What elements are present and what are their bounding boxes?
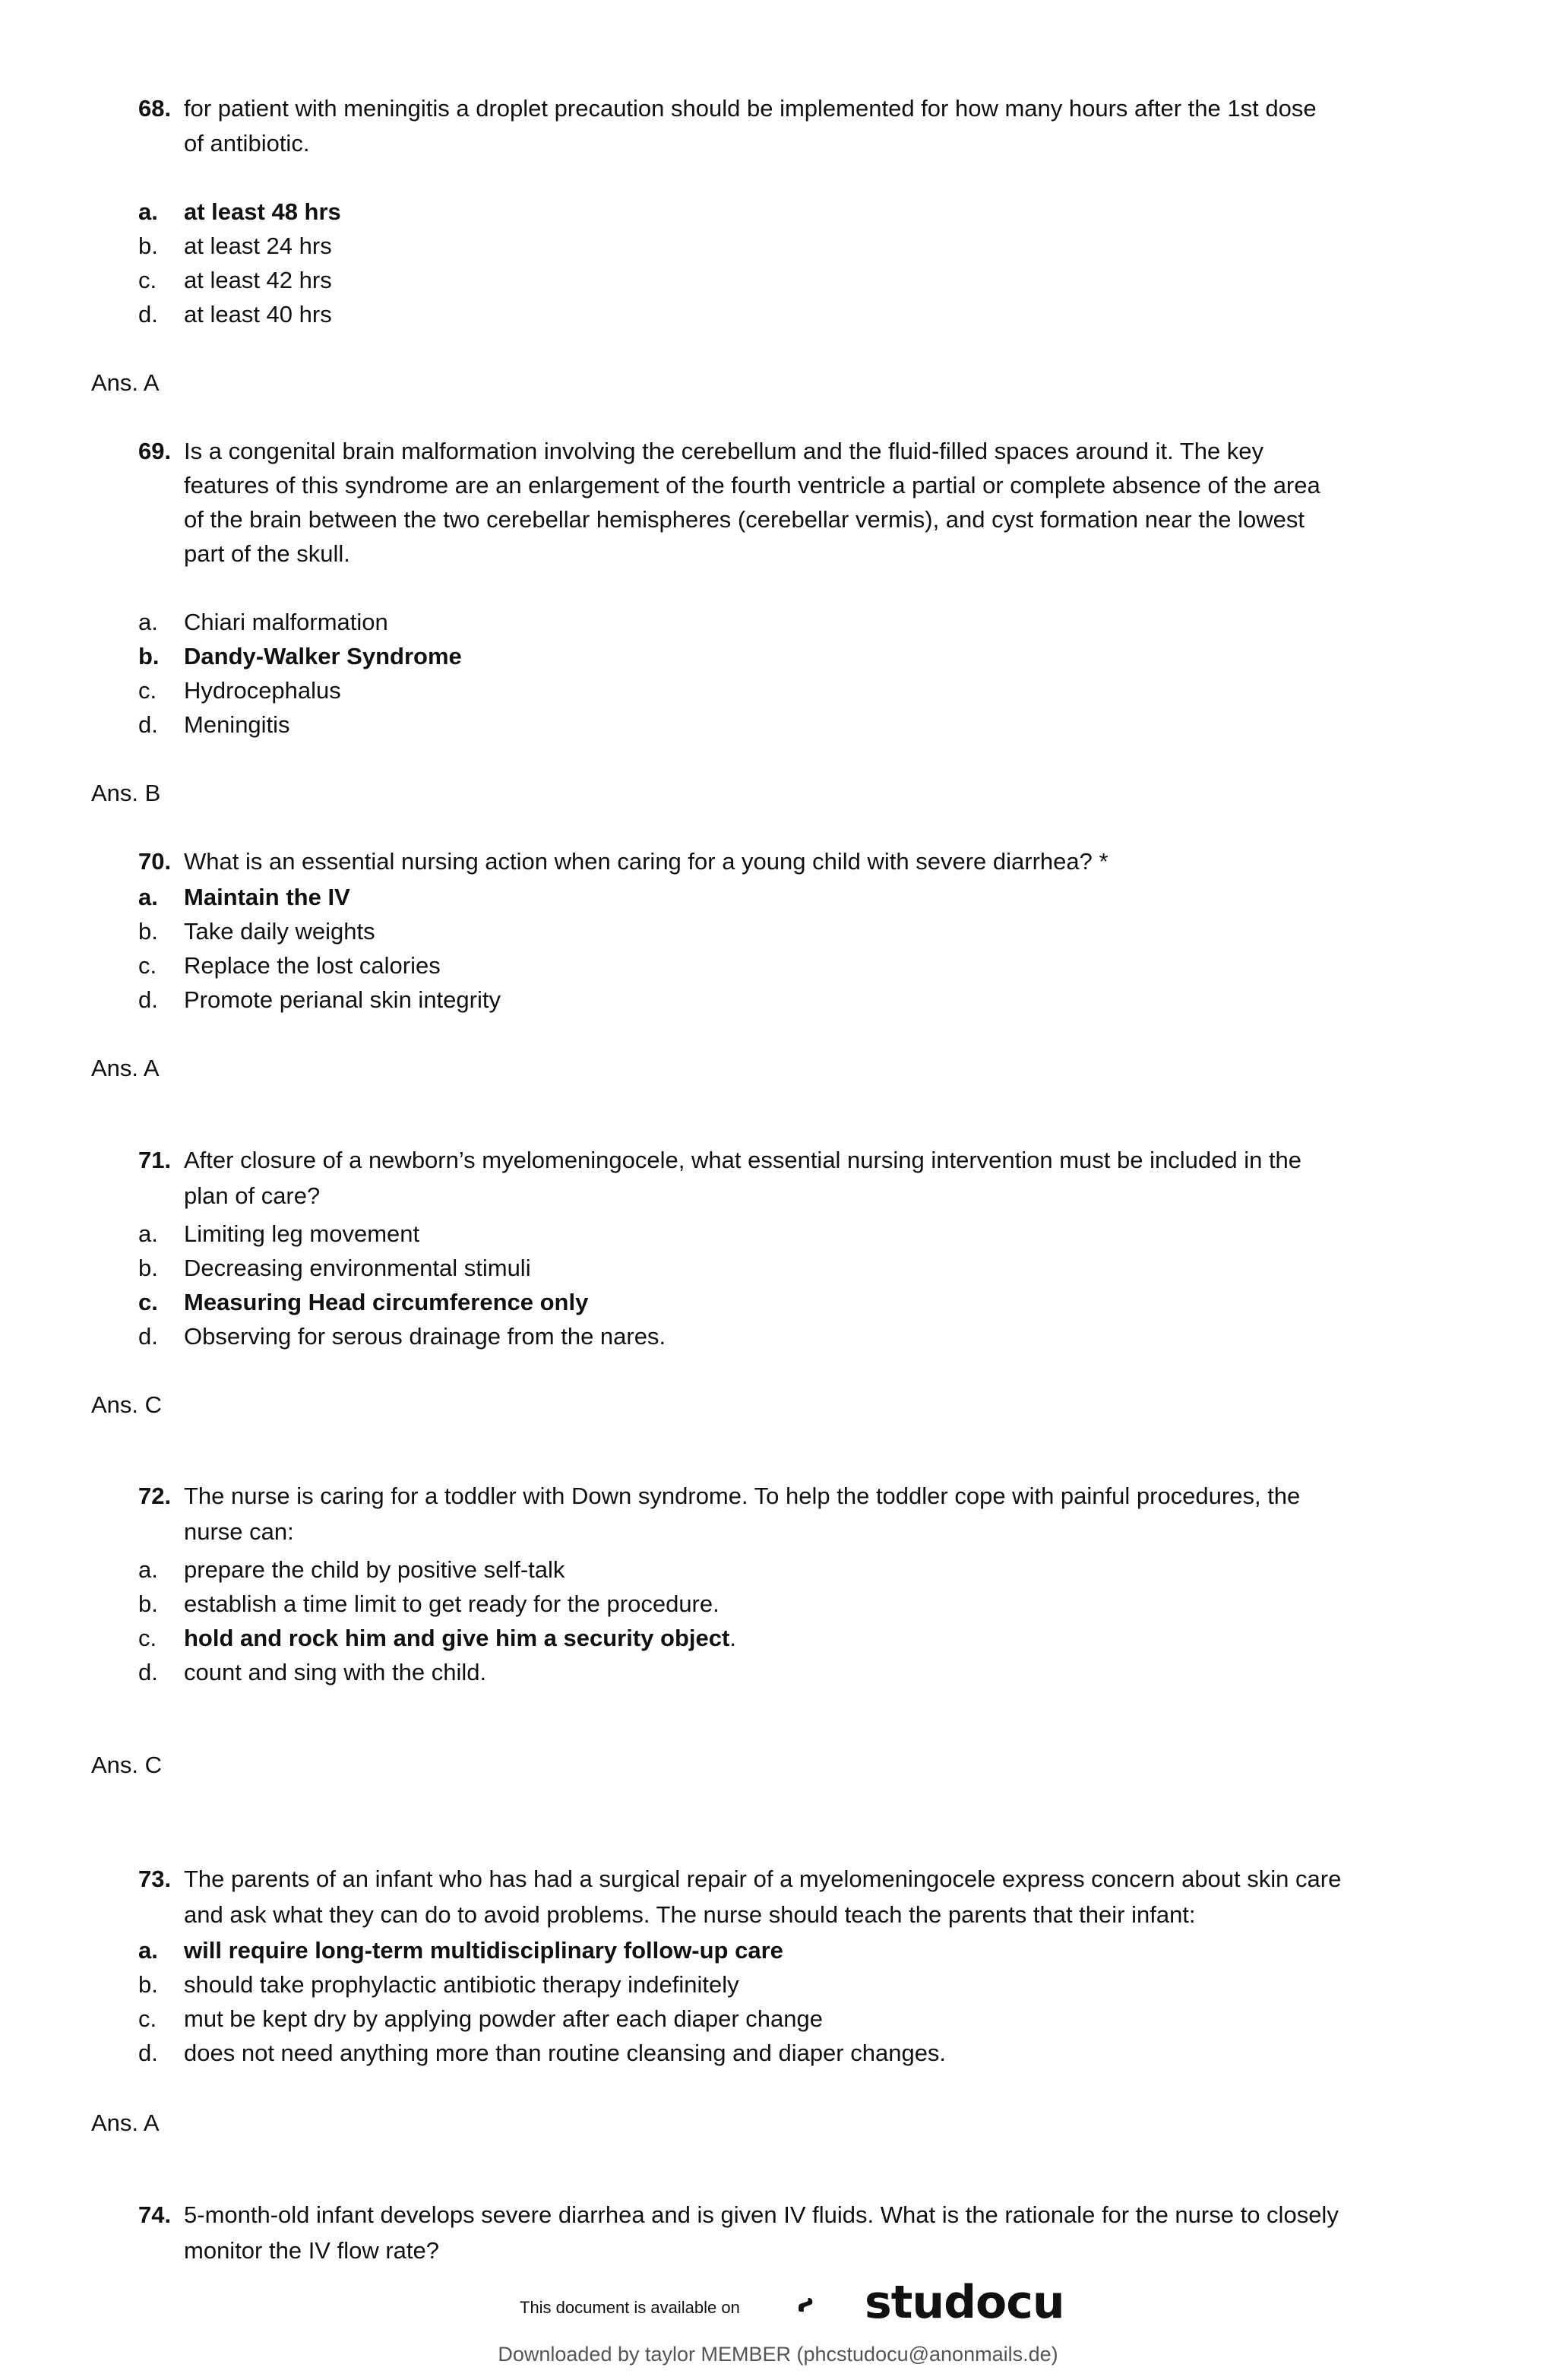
question-number: 70. <box>138 848 172 875</box>
answer-label: Ans. C <box>91 1752 163 1778</box>
studocu-wordmark[interactable]: studocu <box>865 2276 1064 2329</box>
option-letter: b. <box>138 1255 158 1281</box>
option-text: at least 40 hrs <box>184 301 332 328</box>
question-text: Is a congenital brain malformation involving the cerebellum and the fluid-filled spaces around it. The key <box>184 438 1264 464</box>
option-text <box>184 1621 736 1656</box>
question-text: of antibiotic. <box>184 130 310 157</box>
question-number: 72. <box>138 1483 172 1509</box>
footer-available-text: This document is available on <box>520 2298 740 2317</box>
option-letter: b. <box>138 643 160 669</box>
option-text: at least 42 hrs <box>184 267 332 293</box>
option-letter: c. <box>138 677 157 704</box>
option-letter: b. <box>138 1971 158 1998</box>
question-number: 73. <box>138 1866 172 1892</box>
studocu-logo-icon[interactable] <box>798 2272 863 2337</box>
question-number: 71. <box>138 1147 172 1173</box>
option-letter: a. <box>138 609 158 635</box>
option-text: Meningitis <box>184 711 290 738</box>
option-letter: d. <box>138 1323 158 1350</box>
answer-label: Ans. A <box>91 369 160 396</box>
option-letter: b. <box>138 918 158 945</box>
option-text: prepare the child by positive self-talk <box>184 1556 565 1583</box>
question-number: 69. <box>138 438 172 464</box>
option-text: does not need anything more than routine cleansing and diaper changes. <box>184 2040 947 2066</box>
question-number: 74. <box>138 2201 172 2228</box>
question-text: nurse can: <box>184 1518 294 1545</box>
option-text: count and sing with the child. <box>184 1659 487 1685</box>
question-text: 5-month-old infant develops severe diarrhea and is given IV fluids. What is the rationale for the nurse to closely <box>184 2201 1339 2228</box>
option-text: Measuring Head circumference only <box>184 1289 589 1315</box>
question-text: part of the skull. <box>184 540 350 567</box>
option-letter: d. <box>138 986 158 1013</box>
option-text-suffix: . <box>729 1625 736 1651</box>
answer-label: Ans. A <box>91 2109 160 2136</box>
question-text: monitor the IV flow rate? <box>184 2237 439 2264</box>
option-text: at least 24 hrs <box>184 233 332 259</box>
answer-label: Ans. B <box>91 780 161 806</box>
option-letter: d. <box>138 1659 158 1685</box>
option-letter: c. <box>138 952 157 979</box>
option-letter: d. <box>138 2040 158 2066</box>
option-letter: d. <box>138 711 158 738</box>
option-text: Hydrocephalus <box>184 677 341 704</box>
question-text: for patient with meningitis a droplet precaution should be implemented for how many hours after the 1st dose <box>184 95 1317 122</box>
option-text: Promote perianal skin integrity <box>184 986 501 1013</box>
option-text: Limiting leg movement <box>184 1220 420 1247</box>
question-text: After closure of a newborn’s myelomeningocele, what essential nursing intervention must be included in the <box>184 1147 1302 1173</box>
option-letter: a. <box>138 1937 158 1964</box>
option-text: Maintain the IV <box>184 884 350 910</box>
option-letter: a. <box>138 198 158 225</box>
question-text: features of this syndrome are an enlargement of the fourth ventricle a partial or complete absence of the area <box>184 472 1320 498</box>
option-text: Replace the lost calories <box>184 952 441 979</box>
question-text: The nurse is caring for a toddler with Down syndrome. To help the toddler cope with painful procedures, the <box>184 1483 1301 1509</box>
question-text: The parents of an infant who has had a surgical repair of a myelomeningocele express concern about skin care <box>184 1866 1342 1892</box>
option-letter: a. <box>138 884 158 910</box>
answer-label: Ans. C <box>91 1391 163 1418</box>
option-letter: b. <box>138 233 158 259</box>
option-letter: a. <box>138 1556 158 1583</box>
option-text: will require long-term multidisciplinary follow-up care <box>184 1937 783 1964</box>
option-letter: a. <box>138 1220 158 1247</box>
question-text: plan of care? <box>184 1182 321 1209</box>
option-text: at least 48 hrs <box>184 198 341 225</box>
download-notice: Downloaded by taylor MEMBER (phcstudocu@anonmails.de) <box>498 2343 1058 2366</box>
option-text: establish a time limit to get ready for the procedure. <box>184 1590 719 1617</box>
option-text: should take prophylactic antibiotic therapy indefinitely <box>184 1971 739 1998</box>
option-text: Dandy-Walker Syndrome <box>184 643 462 669</box>
option-text: Take daily weights <box>184 918 375 945</box>
option-letter: b. <box>138 1590 158 1617</box>
option-text: Observing for serous drainage from the nares. <box>184 1323 666 1350</box>
option-letter: c. <box>138 2005 157 2032</box>
option-letter: c. <box>138 1289 158 1315</box>
option-letter: d. <box>138 301 158 328</box>
question-text: and ask what they can do to avoid problems. The nurse should teach the parents that their infant: <box>184 1901 1196 1928</box>
option-letter: c. <box>138 267 157 293</box>
option-text-bold: hold and rock him and give him a security object <box>184 1625 730 1651</box>
option-text: mut be kept dry by applying powder after each diaper change <box>184 2005 823 2032</box>
question-text: What is an essential nursing action when caring for a young child with severe diarrhea? * <box>184 848 1108 875</box>
option-letter: c. <box>138 1625 157 1651</box>
question-text: of the brain between the two cerebellar hemispheres (cerebellar vermis), and cyst formation near the lowest <box>184 506 1305 533</box>
answer-label: Ans. A <box>91 1055 160 1081</box>
option-text: Chiari malformation <box>184 609 388 635</box>
question-number: 68. <box>138 95 172 122</box>
option-text: Decreasing environmental stimuli <box>184 1255 531 1281</box>
